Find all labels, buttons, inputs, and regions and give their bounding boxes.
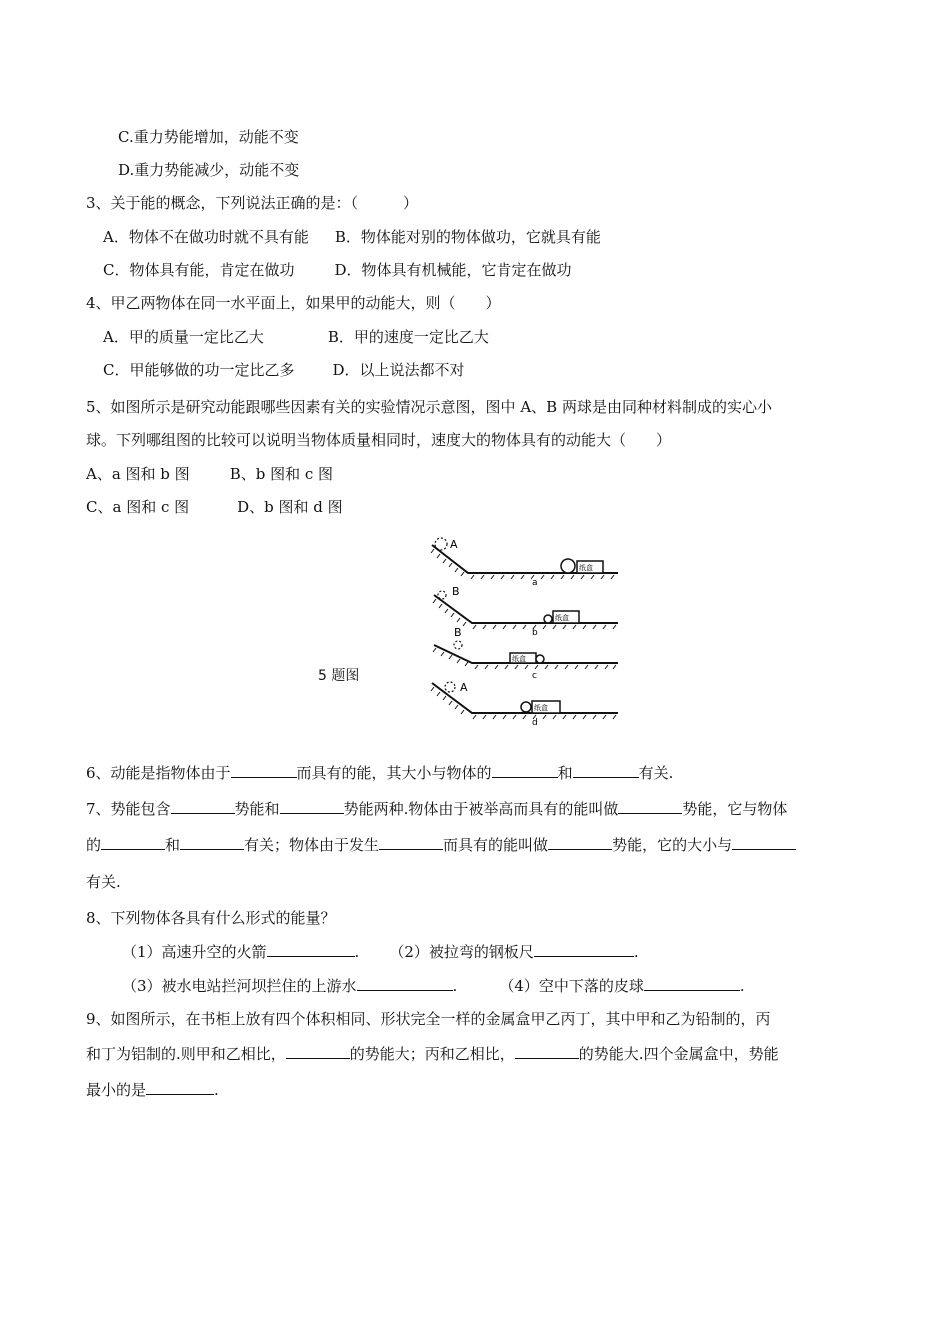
q8-dot: . bbox=[452, 977, 458, 995]
panel-sub-label: b bbox=[532, 628, 538, 638]
q9-text-5: . bbox=[214, 1081, 219, 1099]
q6-blank-2[interactable] bbox=[492, 762, 558, 778]
q3-options-row1 bbox=[103, 226, 601, 248]
q6-line bbox=[86, 762, 673, 784]
q6-blank-1[interactable] bbox=[231, 762, 297, 778]
q8-row1 bbox=[122, 941, 639, 963]
panel-sub-label: c bbox=[532, 671, 537, 681]
ball bbox=[536, 655, 544, 663]
q8-dot: . bbox=[739, 977, 745, 995]
q4-option-a: A．甲的质量一定比乙大 bbox=[103, 328, 264, 346]
q8-dot: . bbox=[633, 943, 639, 961]
q2-option-c: C.重力势能增加，动能不变 bbox=[118, 128, 299, 146]
q8-row2 bbox=[122, 975, 745, 997]
q8-blank-4[interactable] bbox=[644, 975, 740, 991]
q3-option-a: A．物体不在做功时就不具有能 bbox=[103, 228, 309, 246]
ball-label-b: B bbox=[454, 626, 462, 639]
q8-blank-1[interactable] bbox=[267, 941, 355, 957]
paper-box-label: 纸盒 bbox=[555, 614, 569, 622]
q6-blank-3[interactable] bbox=[573, 762, 639, 778]
q9-text-1: 和丁为铝制的.则甲和乙相比， bbox=[86, 1045, 286, 1063]
q8-item-1: （1）高速升空的火箭 bbox=[122, 943, 267, 961]
q7-text-6: 和 bbox=[165, 836, 181, 854]
q5-options-row1 bbox=[86, 463, 333, 485]
q5-stem-line1: 5、如图所示是研究动能跟哪些因素有关的实验情况示意图，图中 A、B 两球是由同种材料制成的实心小 bbox=[86, 398, 772, 416]
panel-sub-label: d bbox=[532, 718, 538, 728]
q8-item-2: （2）被拉弯的钢板尺 bbox=[389, 943, 534, 961]
q9-text-3: 的势能大.四个金属盒中，势能 bbox=[578, 1045, 779, 1063]
q3-stem: 3、关于能的概念，下列说法正确的是：（ ） bbox=[86, 194, 419, 212]
q3-option-c: C．物体具有能，肯定在做功 bbox=[103, 261, 295, 279]
q7-blank-1[interactable] bbox=[171, 798, 235, 814]
q6-text-3: 和 bbox=[557, 764, 573, 782]
ball-start-position bbox=[438, 591, 446, 599]
q7-blank-4[interactable] bbox=[101, 834, 165, 850]
ball bbox=[544, 615, 552, 623]
q5-option-d: D、b 图和 d 图 bbox=[237, 498, 343, 516]
figure-panel-c bbox=[433, 626, 618, 681]
ball-label-a: A bbox=[450, 538, 458, 551]
figure-panel-a bbox=[431, 538, 618, 588]
ball bbox=[561, 559, 575, 573]
paper-box-label: 纸盒 bbox=[534, 704, 548, 712]
q8-item-4: （4）空中下落的皮球 bbox=[499, 977, 644, 995]
q7-text-8: 而具有的能叫做 bbox=[443, 836, 549, 854]
figure-panel-d bbox=[431, 681, 618, 728]
q4-option-c: C．甲能够做的功一定比乙多 bbox=[103, 361, 295, 379]
q6-text-2: 而具有的能，其大小与物体的 bbox=[296, 764, 492, 782]
q7-text-7: 有关；物体由于发生 bbox=[244, 836, 380, 854]
q9-line2 bbox=[86, 1043, 779, 1065]
q7-text-10: 有关. bbox=[86, 873, 121, 891]
q8-blank-2[interactable] bbox=[534, 941, 634, 957]
q5-figure-label: 5 题图 bbox=[318, 668, 360, 684]
q7-text-3: 势能两种.物体由于被举高而具有的能叫做 bbox=[343, 800, 619, 818]
q7-blank-7[interactable] bbox=[548, 834, 612, 850]
q7-blank-5[interactable] bbox=[180, 834, 244, 850]
q4-option-d: D．以上说法都不对 bbox=[332, 361, 465, 379]
q8-dot: . bbox=[354, 943, 360, 961]
q7-blank-8[interactable] bbox=[732, 834, 796, 850]
ball-start-position bbox=[454, 641, 462, 649]
q5-options-row2 bbox=[86, 496, 343, 518]
paper-box-label: 纸盒 bbox=[579, 564, 593, 572]
q7-blank-3[interactable] bbox=[618, 798, 682, 814]
q9-blank-3[interactable] bbox=[146, 1079, 214, 1095]
q3-option-b: B．物体能对别的物体做功，它就具有能 bbox=[334, 228, 601, 246]
q5-figure-incline-diagram bbox=[428, 533, 628, 733]
q7-blank-6[interactable] bbox=[379, 834, 443, 850]
q4-options-row1 bbox=[103, 326, 489, 348]
q7-text-1: 7、势能包含 bbox=[86, 800, 171, 818]
q9-blank-1[interactable] bbox=[286, 1043, 350, 1059]
q7-text-2: 势能和 bbox=[234, 800, 280, 818]
q3-option-d: D．物体具有机械能，它肯定在做功 bbox=[334, 261, 572, 279]
ball-label-a: A bbox=[460, 681, 468, 694]
q8-stem: 8、下列物体各具有什么形式的能量？ bbox=[86, 909, 336, 927]
q7-blank-2[interactable] bbox=[280, 798, 344, 814]
q7-text-5: 的 bbox=[86, 836, 102, 854]
q9-text-4: 最小的是 bbox=[86, 1081, 147, 1099]
q9-line1: 9、如图所示，在书柜上放有四个体积相同、形状完全一样的金属盒甲乙丙丁，其中甲和乙为铅制的，丙 bbox=[86, 1010, 771, 1028]
ball-start-position bbox=[445, 682, 455, 692]
q8-item-3: （3）被水电站拦河坝拦住的上游水 bbox=[122, 977, 357, 995]
panel-sub-label: a bbox=[532, 578, 538, 588]
q6-text-1: 6、动能是指物体由于 bbox=[86, 764, 231, 782]
q7-text-9: 势能，它的大小与 bbox=[612, 836, 733, 854]
paper-box-label: 纸盒 bbox=[512, 655, 526, 663]
q7-line2 bbox=[86, 834, 796, 856]
q5-option-c: C、a 图和 c 图 bbox=[86, 498, 190, 516]
ball-start-position bbox=[435, 538, 447, 550]
ball-label-b: B bbox=[452, 585, 460, 598]
q9-blank-2[interactable] bbox=[515, 1043, 579, 1059]
q9-text-2: 的势能大；丙和乙相比， bbox=[349, 1045, 515, 1063]
q4-option-b: B．甲的速度一定比乙大 bbox=[327, 328, 489, 346]
q7-text-4: 势能，它与物体 bbox=[682, 800, 788, 818]
q3-options-row2 bbox=[103, 259, 572, 281]
q4-options-row2 bbox=[103, 359, 465, 381]
q5-stem-line2: 球。下列哪组图的比较可以说明当物体质量相同时，速度大的物体具有的动能大（ ） bbox=[86, 431, 672, 449]
q4-stem: 4、甲乙两物体在同一水平面上，如果甲的动能大，则（ ） bbox=[86, 294, 501, 312]
q2-option-d: D.重力势能减少，动能不变 bbox=[118, 161, 300, 179]
q5-option-a: A、a 图和 b 图 bbox=[86, 465, 190, 483]
q9-line3 bbox=[86, 1079, 219, 1101]
q6-text-4: 有关. bbox=[638, 764, 674, 782]
q8-blank-3[interactable] bbox=[357, 975, 453, 991]
q5-option-b: B、b 图和 c 图 bbox=[229, 465, 334, 483]
q7-line1 bbox=[86, 798, 787, 820]
ball bbox=[521, 702, 531, 712]
